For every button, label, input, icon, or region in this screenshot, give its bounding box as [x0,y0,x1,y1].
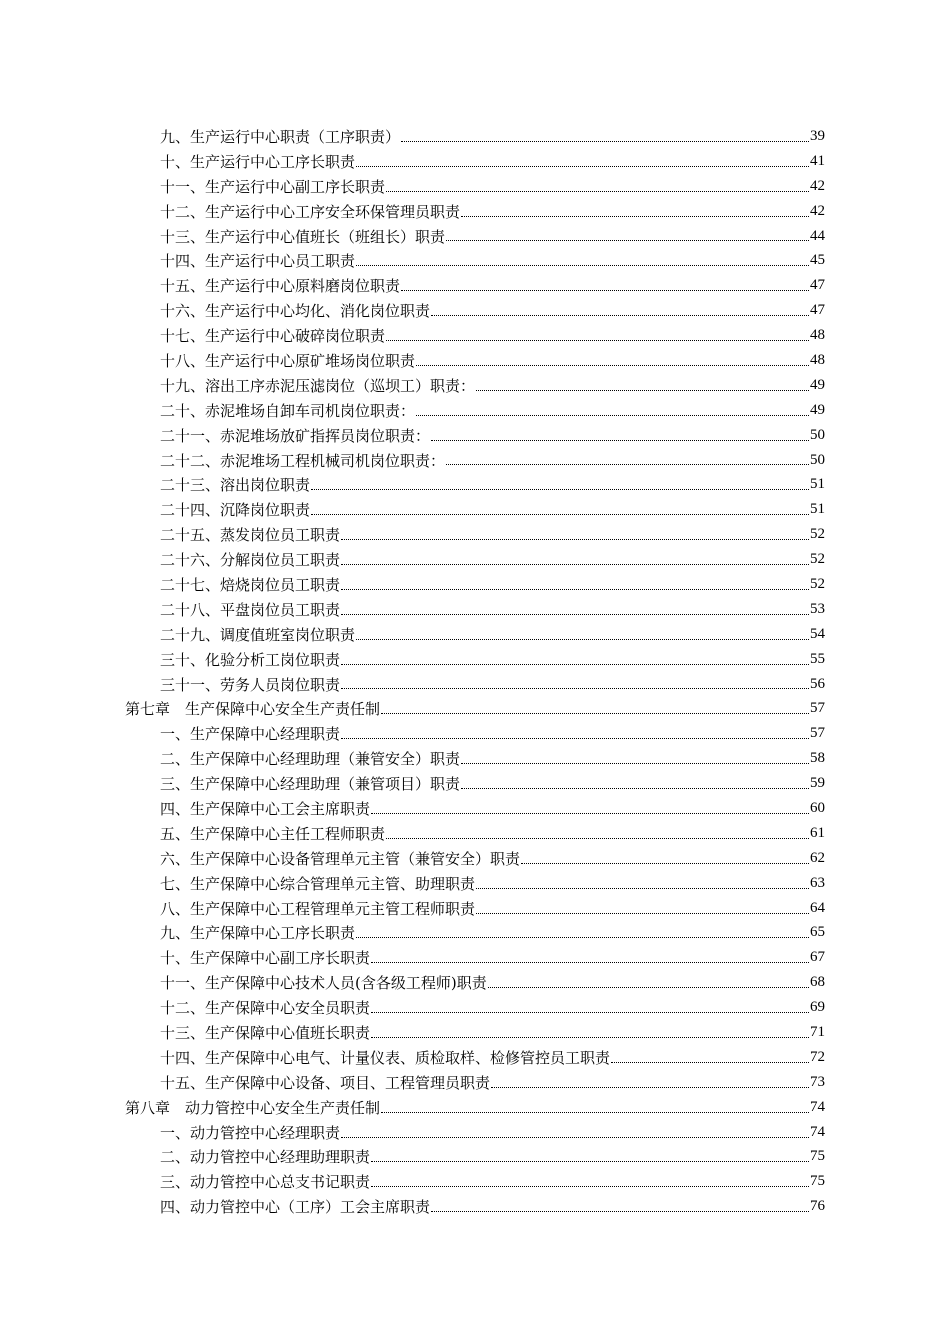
toc-dot-leader [461,215,809,217]
toc-page-number: 75 [810,1173,825,1190]
toc-entry-title: 三、动力管控中心总支书记职责 [160,1173,371,1192]
toc-entry-title: 十二、生产运行中心工序安全环保管理员职责 [160,202,461,221]
toc-page-number: 49 [810,401,825,418]
toc-section-entry[interactable] [0,1194,950,1219]
toc-entry-title: 二十八、平盘岗位员工职责 [160,600,341,619]
toc-entry-title: 十五、生产保障中心设备、项目、工程管理员职责 [160,1073,491,1092]
toc-page-number: 49 [810,376,825,393]
toc-entry-title: 八、生产保障中心工程管理单元主管工程师职责 [160,899,476,918]
toc-entry-title: 十、生产保障中心副工序长职责 [160,949,371,968]
toc-page-number: 69 [810,999,825,1016]
toc-section-entry[interactable] [0,672,950,697]
toc-section-entry[interactable] [0,398,950,423]
toc-entry-title: 九、生产保障中心工序长职责 [160,924,356,943]
toc-page-number: 63 [810,874,825,891]
toc-dot-leader [416,414,809,416]
toc-section-entry[interactable] [0,298,950,323]
toc-section-entry[interactable] [0,1070,950,1095]
toc-page-number: 60 [810,799,825,816]
toc-section-entry[interactable] [0,273,950,298]
toc-page-number: 68 [810,974,825,991]
toc-dot-leader [476,912,809,914]
toc-section-entry[interactable] [0,896,950,921]
toc-page-number: 39 [810,127,825,144]
toc-page-number: 52 [810,575,825,592]
toc-section-entry[interactable] [0,746,950,771]
toc-dot-leader [311,488,809,490]
toc-entry-title: 二十五、蒸发岗位员工职责 [160,526,341,545]
toc-page-number: 72 [810,1048,825,1065]
toc-dot-leader [356,936,809,938]
toc-section-entry[interactable] [0,871,950,896]
toc-entry-title: 三十、化验分析工岗位职责 [160,650,341,669]
toc-dot-leader [371,1160,809,1162]
toc-entry-title: 四、生产保障中心工会主席职责 [160,799,371,818]
toc-dot-leader [356,264,809,266]
toc-page-number: 56 [810,675,825,692]
toc-entry-title: 一、动力管控中心经理职责 [160,1123,341,1142]
toc-page-number: 75 [810,1148,825,1165]
toc-dot-leader [341,613,809,615]
toc-entry-title: 第八章 动力管控中心安全生产责任制 [125,1098,381,1117]
toc-page-number: 42 [810,202,825,219]
toc-section-entry[interactable] [0,174,950,199]
toc-page-number: 47 [810,302,825,319]
toc-entry-title: 二十九、调度值班室岗位职责 [160,625,356,644]
toc-page-number: 54 [810,625,825,642]
toc-dot-leader [341,563,809,565]
toc-entry-title: 十七、生产运行中心破碎岗位职责 [160,327,386,346]
toc-dot-leader [416,364,809,366]
toc-page-number: 71 [810,1024,825,1040]
toc-page-number: 73 [810,1073,825,1090]
toc-dot-leader [371,812,809,814]
toc-entry-title: 十九、溶出工序赤泥压滤岗位（巡坝工）职责： [160,376,476,395]
toc-dot-leader [341,1136,809,1138]
toc-dot-leader [461,762,809,764]
toc-dot-leader [371,1185,809,1187]
toc-page-number: 55 [810,650,825,667]
toc-entry-title: 十三、生产保障中心值班长职责 [160,1024,371,1042]
toc-section-entry[interactable] [0,921,950,946]
toc-dot-leader [461,787,809,789]
toc-entry-title: 十六、生产运行中心均化、消化岗位职责 [160,302,431,321]
toc-page-number: 44 [810,227,825,244]
toc-page-number: 45 [810,252,825,269]
toc-section-entry[interactable] [0,448,950,473]
toc-entry-title: 二十二、赤泥堆场工程机械司机岗位职责： [160,451,446,470]
toc-page-number: 64 [810,899,825,916]
toc-section-entry[interactable] [0,199,950,224]
toc-dot-leader [341,663,809,665]
toc-page-number: 74 [810,1123,825,1140]
toc-section-entry[interactable] [0,423,950,448]
toc-section-entry[interactable] [0,597,950,622]
toc-chapter-entry[interactable] [0,696,950,721]
toc-page-number: 51 [810,476,825,493]
toc-page-number: 41 [810,152,825,169]
toc-dot-leader [356,638,809,640]
toc-dot-leader [476,887,809,889]
toc-dot-leader [311,513,809,515]
toc-page-number: 59 [810,775,825,792]
toc-entry-title: 十五、生产运行中心原料磨岗位职责 [160,277,401,296]
toc-entry-title: 二十七、焙烧岗位员工职责 [160,575,341,594]
toc-section-entry[interactable] [0,970,950,995]
toc-entry-title: 三、生产保障中心经理助理（兼管项目）职责 [160,775,461,794]
toc-page-number: 65 [810,924,825,941]
toc-section-entry[interactable] [0,572,950,597]
toc-entry-title: 二、动力管控中心经理助理职责 [160,1148,371,1167]
toc-section-entry[interactable] [0,373,950,398]
toc-entry-title: 十、生产运行中心工序长职责 [160,152,356,171]
toc-section-entry[interactable] [0,522,950,547]
toc-dot-leader [401,140,809,142]
toc-entry-title: 二十六、分解岗位员工职责 [160,551,341,570]
toc-page-number: 47 [810,277,825,294]
toc-section-entry[interactable] [0,1120,950,1145]
toc-dot-leader [386,837,809,839]
toc-page-number: 74 [810,1098,825,1115]
toc-page-number: 67 [810,949,825,966]
toc-entry-title: 十二、生产保障中心安全员职责 [160,999,371,1018]
toc-page-number: 48 [810,351,825,368]
toc-dot-leader [381,712,809,714]
toc-dot-leader [356,165,809,167]
toc-section-entry[interactable] [0,124,950,149]
toc-section-entry[interactable] [0,945,950,970]
toc-page-number: 76 [810,1198,825,1215]
toc-section-entry[interactable] [0,771,950,796]
toc-entry-title: 十一、生产运行中心副工序长职责 [160,177,386,196]
toc-section-entry[interactable] [0,323,950,348]
toc-section-entry[interactable] [0,149,950,174]
toc-page-number: 42 [810,177,825,194]
toc-dot-leader [446,463,809,465]
toc-section-entry[interactable] [0,1045,950,1070]
toc-page-number: 50 [810,451,825,468]
toc-section-entry[interactable] [0,472,950,497]
toc-entry-title: 二十四、沉降岗位职责 [160,501,311,520]
toc-entry-title: 二十三、溶出岗位职责 [160,476,311,495]
toc-page-number: 57 [810,725,825,742]
toc-entry-title: 十四、生产保障中心电气、计量仪表、质检取样、检修管控员工职责 [160,1048,611,1067]
toc-dot-leader [488,986,809,988]
toc-entry-title: 十三、生产运行中心值班长（班组长）职责 [160,227,446,246]
toc-section-entry[interactable] [0,497,950,522]
toc-entry-title: 七、生产保障中心综合管理单元主管、助理职责 [160,874,476,893]
toc-page-number: 53 [810,600,825,617]
toc-dot-leader [341,687,809,689]
toc-entry-title: 三十一、劳务人员岗位职责 [160,675,341,694]
toc-dot-leader [341,538,809,540]
toc-entry-title: 第七章 生产保障中心安全生产责任制 [125,700,381,719]
toc-section-entry[interactable] [0,796,950,821]
toc-page-number: 61 [810,824,825,841]
toc-dot-leader [386,339,809,341]
toc-dot-leader [611,1061,809,1063]
toc-dot-leader [491,1086,809,1088]
toc-section-entry[interactable] [0,721,950,746]
toc-section-entry[interactable] [0,547,950,572]
toc-dot-leader [341,588,809,590]
toc-dot-leader [386,190,809,192]
toc-page-number: 58 [810,750,825,767]
toc-dot-leader [371,1011,809,1013]
toc-dot-leader [431,1210,809,1212]
toc-section-entry[interactable] [0,224,950,249]
toc-section-entry[interactable] [0,348,950,373]
toc-dot-leader [401,289,809,291]
toc-dot-leader [341,737,809,739]
toc-page-number: 51 [810,501,825,518]
toc-section-entry[interactable] [0,846,950,871]
toc-section-entry[interactable] [0,647,950,672]
toc-section-entry[interactable] [0,1020,950,1045]
toc-page-number: 48 [810,327,825,344]
toc-entry-title: 二十、赤泥堆场自卸车司机岗位职责： [160,401,416,420]
toc-dot-leader [521,862,809,864]
toc-page-number: 57 [810,700,825,717]
toc-section-entry[interactable] [0,248,950,273]
toc-entry-title: 十四、生产运行中心员工职责 [160,252,356,271]
table-of-contents [0,124,950,1219]
toc-entry-title: 二、生产保障中心经理助理（兼管安全）职责 [160,750,461,769]
toc-page-number: 62 [810,849,825,866]
toc-entry-title: 十一、生产保障中心技术人员(含各级工程师)职责 [160,974,487,993]
toc-section-entry[interactable] [0,1145,950,1170]
toc-entry-title: 九、生产运行中心职责（工序职责） [160,127,401,146]
toc-dot-leader [381,1111,809,1113]
toc-section-entry[interactable] [0,622,950,647]
toc-section-entry[interactable] [0,1169,950,1194]
toc-page-number: 52 [810,551,825,568]
toc-dot-leader [476,389,809,391]
toc-entry-title: 一、生产保障中心经理职责 [160,725,341,744]
toc-section-entry[interactable] [0,995,950,1020]
toc-page-number: 52 [810,526,825,543]
toc-dot-leader [431,439,809,441]
toc-section-entry[interactable] [0,821,950,846]
toc-entry-title: 四、动力管控中心（工序）工会主席职责 [160,1198,431,1217]
toc-entry-title: 五、生产保障中心主任工程师职责 [160,824,386,843]
toc-page-number: 50 [810,426,825,443]
toc-entry-title: 十八、生产运行中心原矿堆场岗位职责 [160,351,416,370]
toc-dot-leader [371,961,809,963]
toc-dot-leader [446,239,809,241]
toc-entry-title: 二十一、赤泥堆场放矿指挥员岗位职责： [160,426,431,445]
toc-dot-leader [431,314,809,316]
toc-dot-leader [371,1036,809,1038]
toc-entry-title: 六、生产保障中心设备管理单元主管（兼管安全）职责 [160,849,521,868]
toc-chapter-entry[interactable] [0,1095,950,1120]
